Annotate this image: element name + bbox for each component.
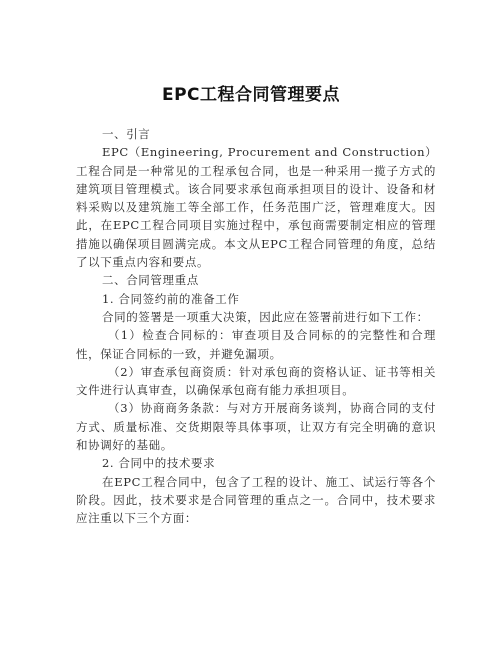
list-item-check-subject: （1）检查合同标的：审查项目及合同标的的完整性和合理性，保证合同标的一致，并避免漏项。 xyxy=(76,328,436,361)
document-title: EPC工程合同管理要点 xyxy=(161,85,341,105)
subsection-heading-preparation: 1. 合同签约前的准备工作 xyxy=(102,291,240,306)
document-body xyxy=(76,125,436,528)
paragraph-preparation-intro: 合同的签署是一项重大决策，因此应在签署前进行如下工作： xyxy=(102,309,429,324)
paragraph-epc-term: EPC（Engineering, Procurement and Construction） xyxy=(102,145,438,160)
paragraph-technical-requirements: 在EPC工程合同中，包含了工程的设计、施工、试运行等各个阶段。因此，技术要求是合同管理的重点之一。合同中，技术要求应注重以下三个方面： xyxy=(76,474,436,526)
paragraph-epc-description: 工程合同是一种常见的工程承包合同，也是一种采用一揽子方式的建筑项目管理模式。该合同要求承包商承担项目的设计、设备和材料采购以及建筑施工等全部工作，任务范围广泛，管理难度大。因此，在EPC工程合同项目实施过程中，承包商需要制定相应的管理措施以确保项目圆满完成。本文从EPC工程合同管理的角度，总结了以下重点内容和要点。 xyxy=(76,163,436,270)
list-item-negotiate-terms: （3）协商商务条款：与对方开展商务谈判，协商合同的支付方式、质量标准、交货期限等具体事项，让双方有完全明确的意识和协调好的基础。 xyxy=(76,401,436,453)
section-heading-introduction: 一、引言 xyxy=(102,127,151,141)
list-item-review-qualification: （2）审查承包商资质：针对承包商的资格认证、证书等相关文件进行认真审查，以确保承包商有能力承担项目。 xyxy=(76,364,436,398)
section-heading-contract-management: 二、合同管理重点 xyxy=(102,273,199,288)
subsection-heading-technical: 2. 合同中的技术要求 xyxy=(102,456,216,471)
